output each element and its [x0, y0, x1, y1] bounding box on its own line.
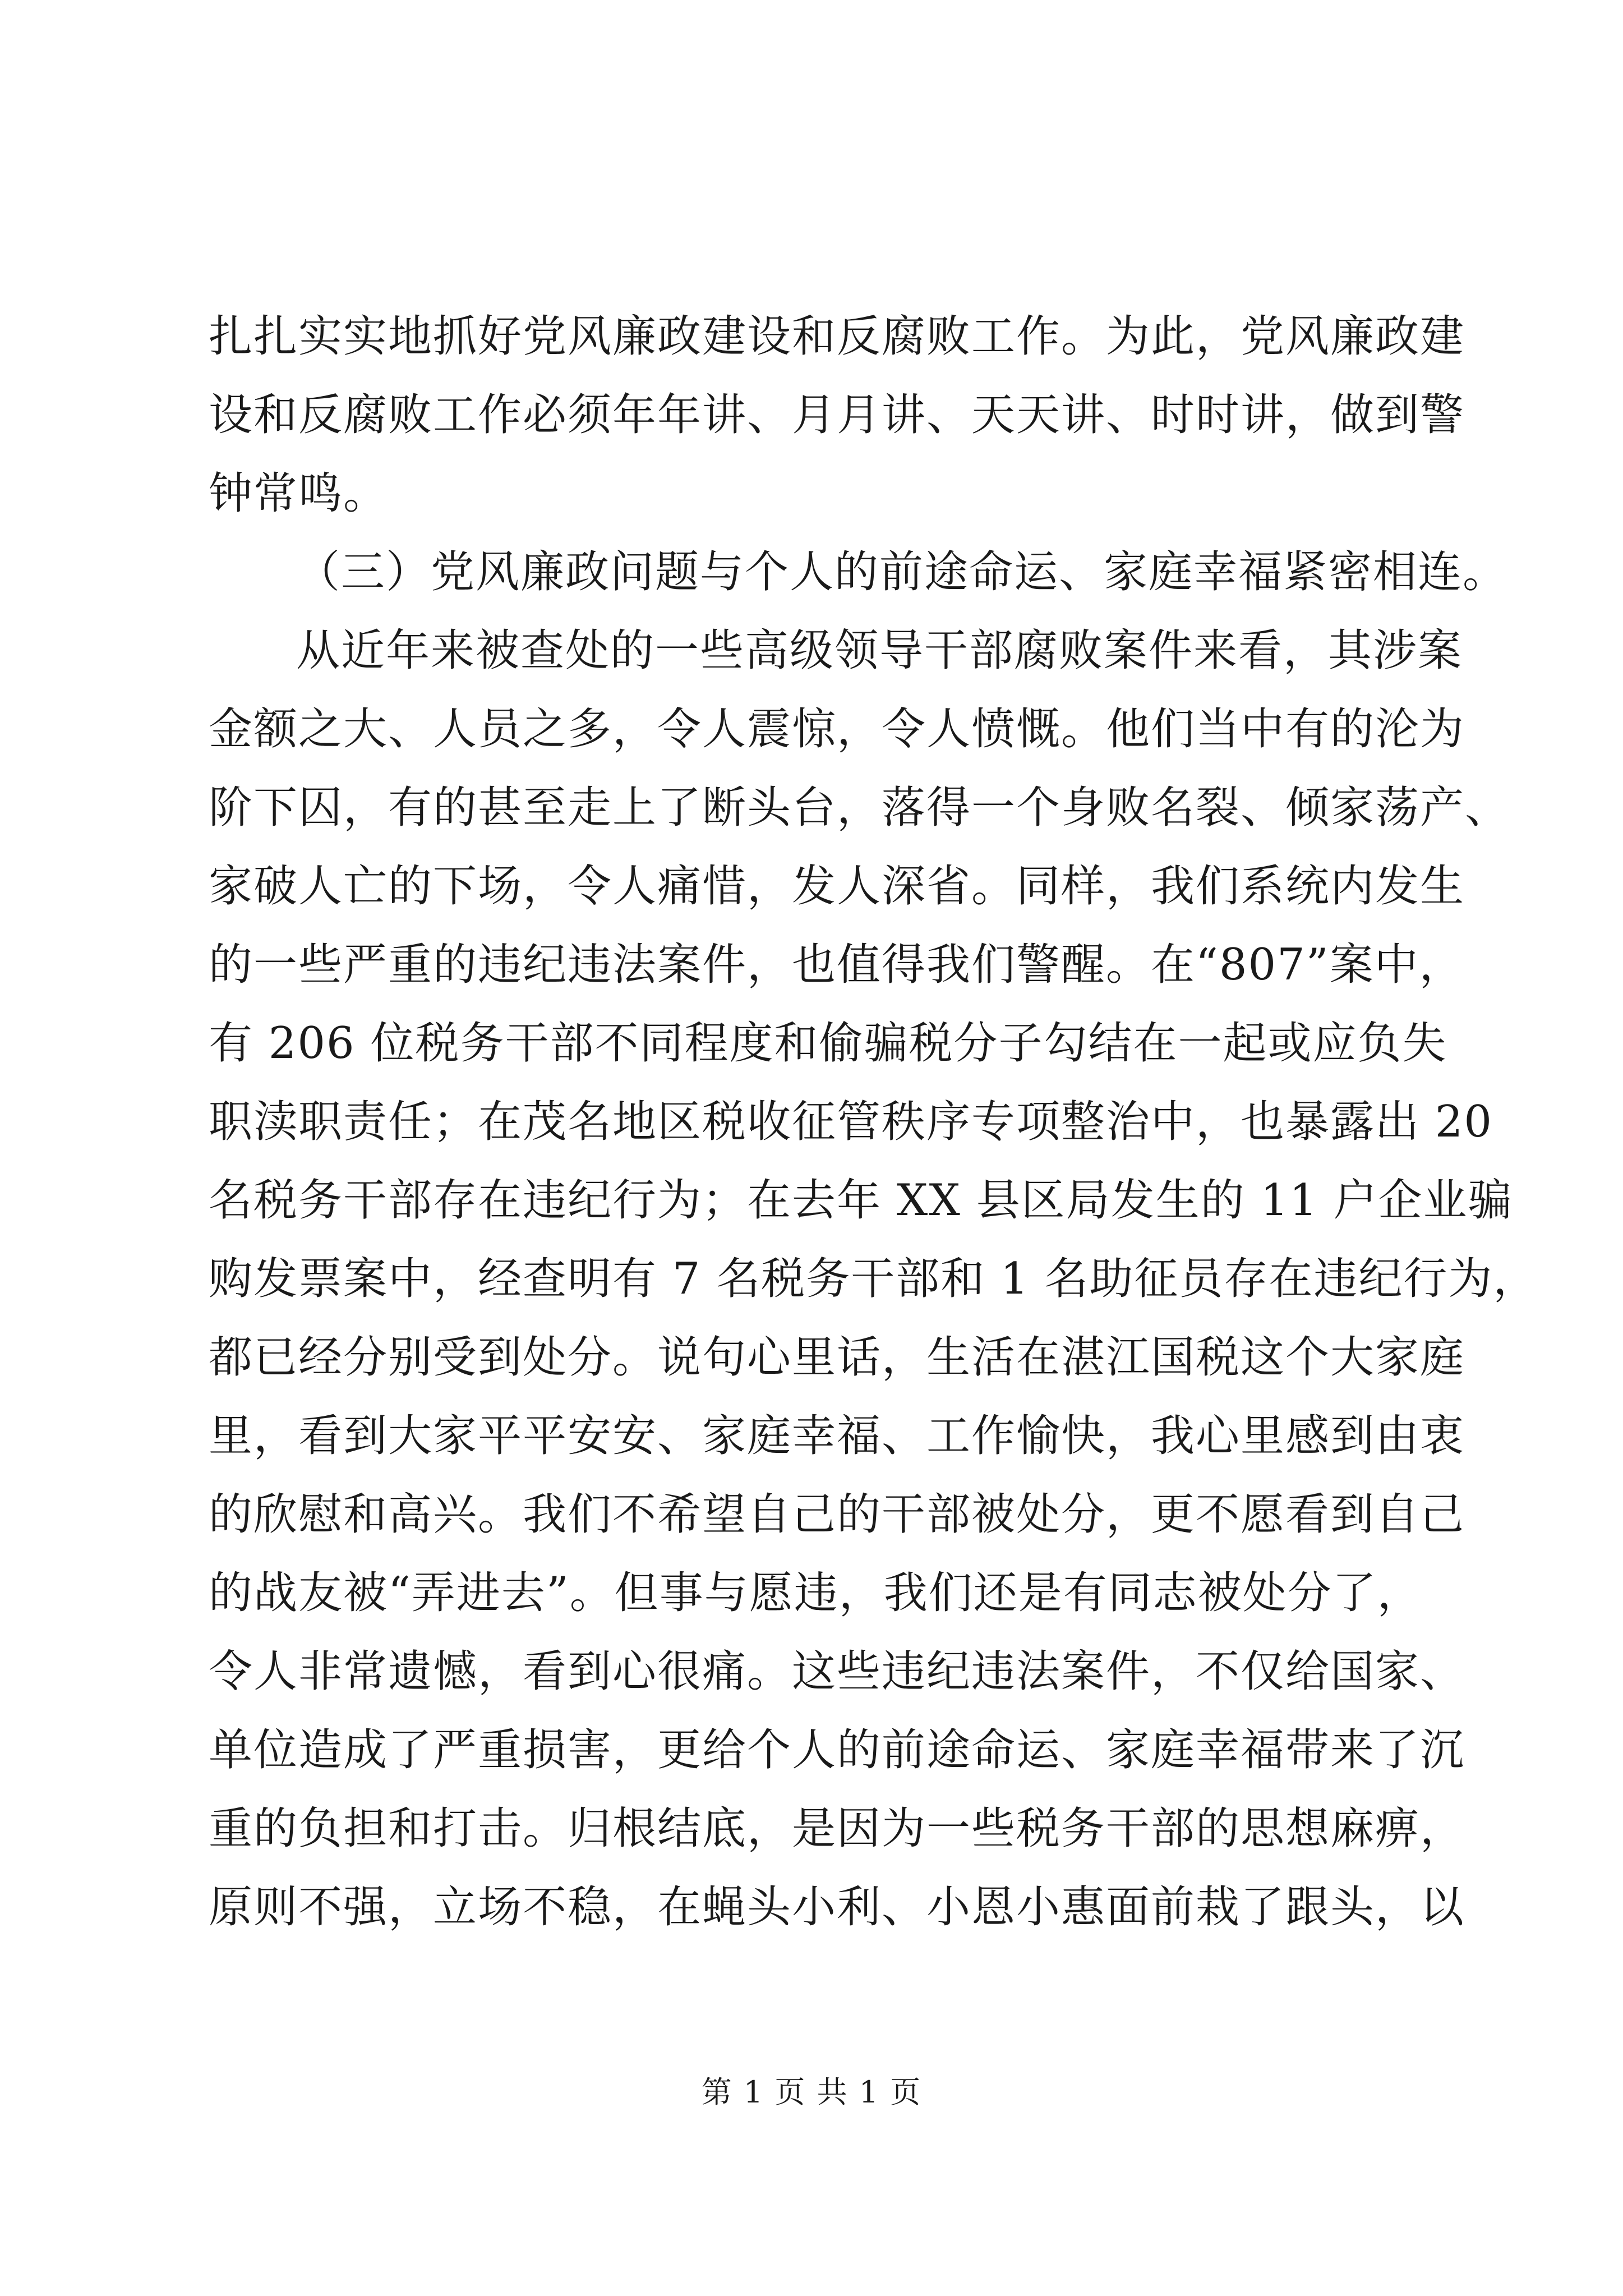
- text-line: 的战友被“弄进去”。但事与愿违，我们还是有同志被处分了，: [209, 1568, 1422, 1618]
- page-footer: 第 1 页 共 1 页: [701, 2074, 922, 2110]
- text-line: 阶下囚，有的甚至走上了断头台，落得一个身败名裂、倾家荡产、: [209, 783, 1510, 833]
- text-line: 钟常鸣。: [209, 468, 389, 519]
- text-line: 里，看到大家平平安安、家庭幸福、工作愉快，我心里感到由衷: [209, 1411, 1465, 1461]
- text-line: 扎扎实实地抓好党风廉政建设和反腐败工作。为此，党风廉政建: [209, 311, 1465, 362]
- section-heading: （三）党风廉政问题与个人的前途命运、家庭幸福紧密相连。: [296, 547, 1508, 597]
- text-line: 都已经分别受到处分。说句心里话，生活在湛江国税这个大家庭: [209, 1332, 1465, 1383]
- text-line: 原则不强，立场不稳，在蝇头小利、小恩小惠面前栽了跟头，以: [209, 1882, 1465, 1932]
- text-line: 单位造成了严重损害，更给个人的前途命运、家庭幸福带来了沉: [209, 1725, 1465, 1775]
- text-line: 重的负担和打击。归根结底，是因为一些税务干部的思想麻痹，: [209, 1803, 1465, 1854]
- text-line: 购发票案中，经查明有 7 名税务干部和 1 名助征员存在违纪行为，: [209, 1254, 1538, 1304]
- text-line: 设和反腐败工作必须年年讲、月月讲、天天讲、时时讲，做到警: [209, 390, 1465, 440]
- body-text: [209, 297, 1538, 1947]
- text-line: 职渎职责任；在茂名地区税收征管秩序专项整治中，也暴露出 20: [209, 1097, 1493, 1147]
- text-line: 家破人亡的下场，令人痛惜，发人深省。同样，我们系统内发生: [209, 861, 1465, 912]
- text-line: 有 206 位税务干部不同程度和偷骗税分子勾结在一起或应负失: [209, 1018, 1447, 1069]
- text-line: 的一些严重的违纪违法案件，也值得我们警醒。在“807”案中，: [209, 940, 1464, 990]
- text-line: 从近年来被查处的一些高级领导干部腐败案件来看，其涉案: [296, 625, 1463, 676]
- text-line: 的欣慰和高兴。我们不希望自己的干部被处分，更不愿看到自己: [209, 1489, 1465, 1540]
- text-line: 名税务干部存在违纪行为；在去年 XX 县区局发生的 11 户企业骗: [209, 1175, 1513, 1226]
- text-line: 令人非常遗憾，看到心很痛。这些违纪违法案件，不仅给国家、: [209, 1646, 1465, 1697]
- text-line: 金额之大、人员之多，令人震惊，令人愤慨。他们当中有的沦为: [209, 704, 1465, 754]
